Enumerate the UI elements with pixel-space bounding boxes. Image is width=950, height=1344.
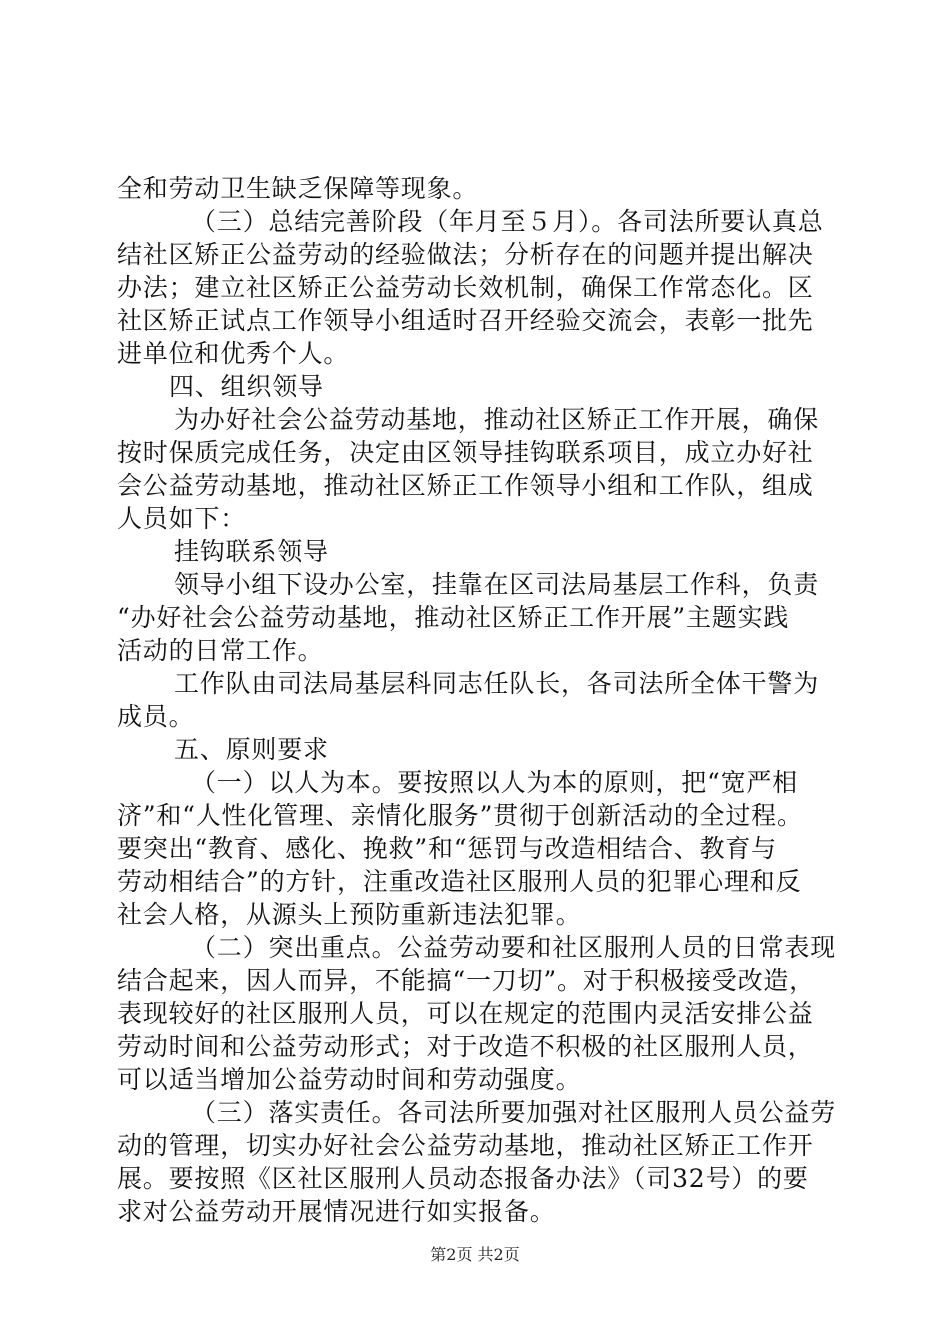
paragraph-line: 社会人格，从源头上预防重新违法犯罪。 — [117, 900, 582, 929]
paragraph-line: （一）以人为本。要按照以人为本的原则，把“宽严相 — [191, 768, 798, 797]
paragraph-line: 济”和“人性化管理、亲情化服务”贯彻于创新活动的全过程。 — [117, 801, 803, 830]
paragraph-line: 进单位和优秀个人。 — [117, 339, 350, 368]
document-body — [117, 172, 837, 1228]
paragraph-line: 领导小组下设办公室，挂靠在区司法局基层工作科，负责 — [174, 570, 820, 599]
paragraph-line: 工作队由司法局基层科同志任队长，各司法所全体干警为 — [174, 669, 820, 698]
paragraph-line: 要突出“教育、感化、挽救”和“惩罚与改造相结合、教育与 — [117, 834, 777, 863]
paragraph-line: （三）落实责任。各司法所要加强对社区服刑人员公益劳 — [191, 1098, 837, 1127]
paragraph-line: 社区矫正试点工作领导小组适时召开经验交流会，表彰一批先 — [117, 306, 814, 335]
paragraph-line: 表现较好的社区服刑人员，可以在规定的范围内灵活安排公益 — [117, 999, 814, 1028]
paragraph-line: （二）突出重点。公益劳动要和社区服刑人员的日常表现 — [191, 933, 837, 962]
page-number: 第2页 共2页 — [430, 1245, 520, 1264]
section-heading: 四、组织领导 — [169, 372, 324, 401]
paragraph-line: 劳动时间和公益劳动形式；对于改造不积极的社区服刑人员， — [117, 1032, 814, 1061]
paragraph-line: 办法；建立社区矫正公益劳动长效机制，确保工作常态化。区 — [117, 273, 814, 302]
paragraph-line: 按时保质完成任务，决定由区领导挂钩联系项目，成立办好社 — [117, 438, 814, 467]
paragraph-line: （三）总结完善阶段（年月至５月）。各司法所要认真总 — [191, 207, 824, 236]
paragraph-line: 成员。 — [117, 702, 195, 731]
paragraph-line: 为办好社会公益劳动基地，推动社区矫正工作开展，确保 — [174, 405, 820, 434]
paragraph-line: 结合起来，因人而异，不能搞“一刀切”。对于积极接受改造， — [117, 966, 815, 995]
section-heading: 五、原则要求 — [174, 735, 329, 764]
paragraph-line: 动的管理，切实办好社会公益劳动基地，推动社区矫正工作开 — [117, 1131, 814, 1160]
paragraph-line: 会公益劳动基地，推动社区矫正工作领导小组和工作队，组成 — [117, 471, 814, 500]
paragraph-line: 可以适当增加公益劳动时间和劳动强度。 — [117, 1065, 582, 1094]
paragraph-line: 全和劳动卫生缺乏保障等现象。 — [117, 174, 479, 203]
paragraph-line: 人员如下： — [117, 504, 247, 533]
paragraph-line: 求对公益劳动开展情况进行如实报备。 — [117, 1197, 556, 1226]
paragraph-line: 活动的日常工作。 — [117, 636, 324, 665]
paragraph-line: 挂钩联系领导 — [174, 537, 329, 566]
paragraph-line: 结社区矫正公益劳动的经验做法；分析存在的问题并提出解决 — [117, 240, 814, 269]
paragraph-line: 展。要按照《区社区服刑人员动态报备办法》（司32号）的要 — [117, 1164, 809, 1193]
paragraph-line: 劳动相结合”的方针，注重改造社区服刑人员的犯罪心理和反 — [117, 867, 802, 896]
paragraph-line: “办好社会公益劳动基地，推动社区矫正工作开展”主题实践 — [117, 603, 790, 632]
